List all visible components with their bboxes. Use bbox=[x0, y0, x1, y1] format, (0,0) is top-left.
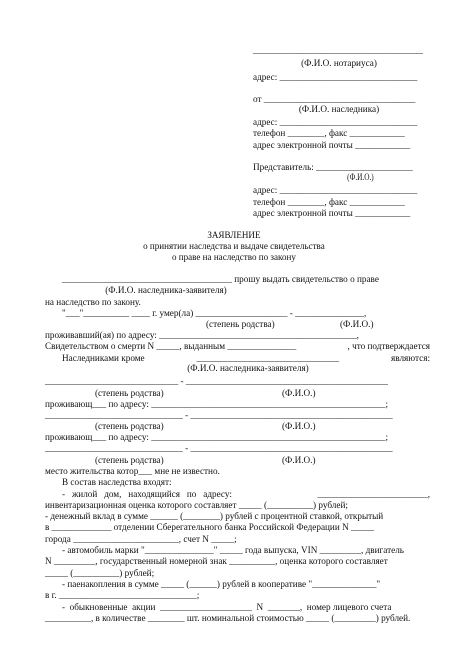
body-line-23: в _____________ отделении Сберегательного банка Российской Федерации N _____ bbox=[45, 522, 374, 532]
body-line-24: города _______________________, счет N _____; bbox=[45, 534, 237, 544]
body-line-05-caption-b: (Ф.И.О.) bbox=[340, 319, 374, 329]
body-line-17-caption-a: (степень родства) bbox=[95, 455, 164, 465]
representative-line: Представитель: _____________________ bbox=[253, 162, 413, 172]
body-line-07-right: , что подтверждается bbox=[347, 341, 430, 351]
document-title: ЗАЯВЛЕНИЕ bbox=[207, 230, 261, 240]
body-line-16: ______________________________ - ____________________________________________ bbox=[45, 443, 393, 453]
body-line-25: - автомобиль марки "_______________" _____ года выпуска, VIN _________, двигатель bbox=[62, 545, 404, 555]
body-line-19: В состав наследства входят: bbox=[62, 477, 172, 487]
document-subtitle-2: о праве на наследство по закону bbox=[171, 252, 296, 262]
body-line-15: проживающ___ по адресу: ___________________________________________________; bbox=[45, 432, 389, 442]
body-line-22: - денежный вклад в сумме ______ (________) рублей с процентной ставкой, открытый bbox=[45, 511, 384, 521]
notary-name-line: _____________________________________ bbox=[253, 45, 423, 55]
body-line-18: место жительства котор___ мне не известно. bbox=[45, 466, 220, 476]
body-line-20-left: - жилой дом, находящийся по адресу: bbox=[62, 489, 232, 499]
body-line-28: - паенакопления в сумме _____ (______) рублей в кооперативе "______________" bbox=[62, 579, 381, 589]
body-line-01: _____________________________________ прошу выдать свидетельство о праве bbox=[62, 274, 379, 284]
representative-caption: (Ф.И.О.) bbox=[347, 172, 374, 182]
body-line-13: ______________________________ - ____________________________________________ bbox=[45, 410, 393, 420]
body-line-14-caption-b: (Ф.И.О.) bbox=[282, 421, 316, 431]
body-line-07-left: Свидетельством о смерти N _____, выданным _______________ bbox=[45, 341, 297, 351]
body-line-20 bbox=[62, 490, 430, 499]
body-line-02-caption: (Ф.И.О. наследника-заявителя) bbox=[105, 285, 227, 295]
heir-email: адрес электронной почты ____________ bbox=[253, 140, 411, 150]
heir-phone-fax: телефон ________, факс ____________ bbox=[253, 128, 405, 138]
body-line-03: на наследство по закону. bbox=[45, 297, 141, 307]
body-line-20-right: ________________________, bbox=[317, 489, 430, 499]
body-line-08-label: Наследниками кроме bbox=[62, 353, 145, 363]
representative-email: адрес электронной почты ____________ bbox=[253, 208, 411, 218]
notary-name-caption: (Ф.И.О. нотариуса) bbox=[301, 58, 377, 68]
body-line-27: _____ (__________) рублей; bbox=[45, 568, 155, 578]
body-line-09-caption: (Ф.И.О. наследника-заявителя) bbox=[187, 363, 309, 373]
body-line-08-tail: являются: bbox=[391, 353, 430, 363]
body-line-29: в г. ______________________________; bbox=[45, 590, 200, 600]
body-line-08-blank: _______________________________ bbox=[196, 353, 340, 363]
body-line-07 bbox=[45, 342, 430, 351]
heir-from-line: от _________________________________ bbox=[253, 94, 416, 104]
body-line-04: "___"__________ ____ г. умер(ла) ____________________ - _______________, bbox=[62, 308, 367, 318]
document-subtitle-1: о принятии наследства и выдаче свидетельства bbox=[143, 241, 325, 251]
body-line-17-caption-b: (Ф.И.О.) bbox=[282, 455, 316, 465]
body-line-26: N _________, государственный номерной знак __________, оценка которого составляет bbox=[45, 556, 388, 566]
body-line-30: - обыкновенные акции ____________________ N _______, номер лицевого счета bbox=[62, 602, 392, 612]
heir-name-caption: (Ф.И.О. наследника) bbox=[298, 104, 380, 114]
body-line-11-caption-b: (Ф.И.О.) bbox=[282, 388, 316, 398]
body-line-31: __________, в количестве ________ шт. номинальной стоимостью _____ (_________) рублей. bbox=[45, 613, 411, 623]
body-line-12: проживающ___ по адресу: ___________________________________________________; bbox=[45, 399, 389, 409]
heir-address: адрес: ______________________________ bbox=[253, 117, 418, 127]
body-line-08 bbox=[62, 354, 430, 363]
body-line-05-caption-a: (степень родства) bbox=[206, 319, 275, 329]
body-line-10: _____________________________ - ____________________________________________ bbox=[45, 376, 388, 386]
body-line-14-caption-a: (степень родства) bbox=[95, 421, 164, 431]
body-line-21: инвентаризационная оценка которого составляет _____ (__________) рублей; bbox=[45, 500, 348, 510]
body-line-11-caption-a: (степень родства) bbox=[95, 388, 164, 398]
notary-address: адрес: ______________________________ bbox=[253, 72, 418, 82]
body-line-06: проживавший(ая) по адресу: ___________________________________________, bbox=[45, 330, 359, 340]
representative-phone-fax: телефон ________, факс ____________ bbox=[253, 197, 405, 207]
representative-address: адрес: ______________________________ bbox=[253, 185, 418, 195]
